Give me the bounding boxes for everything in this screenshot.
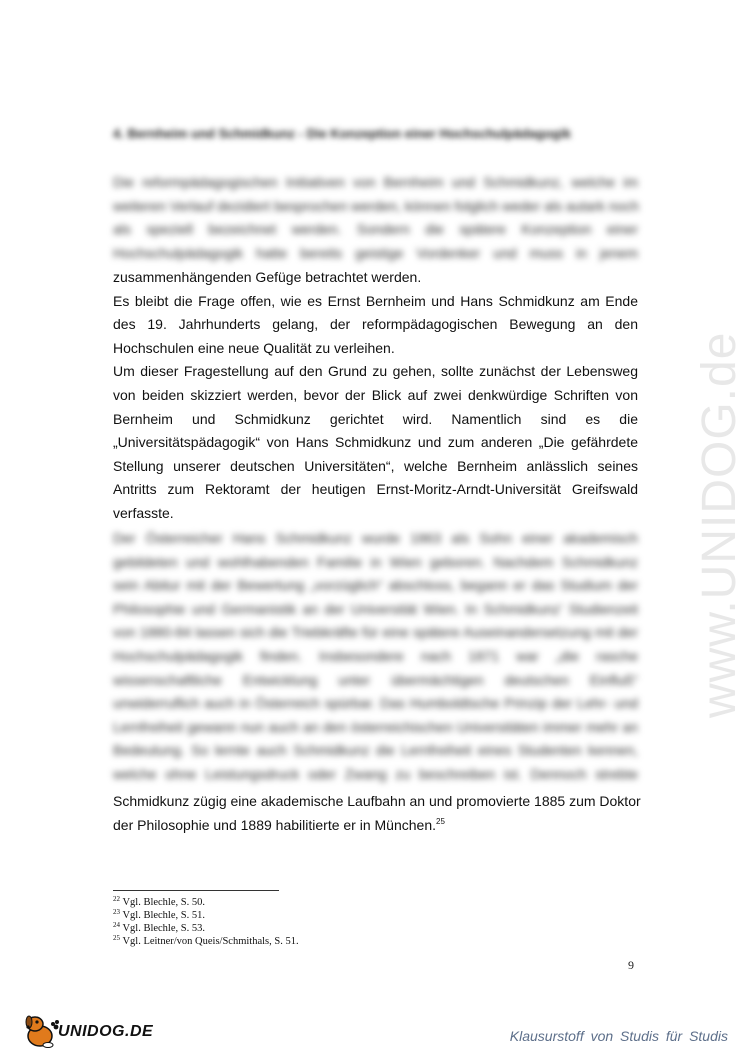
blurred-line: von 1880-84 lassen sich die Triebkräfte für eine spätere Auseinandersetzung mit der	[113, 624, 638, 641]
blurred-paragraph-1	[113, 171, 638, 265]
footnote-text: Vgl. Blechle, S. 53.	[122, 923, 205, 934]
text-line: Antritts zum Rektoramt der heutigen Ernst-Moritz-Arndt-Universität Greifswald	[113, 481, 638, 498]
text-line: Bernheim und Schmidkunz gerichtet wird. Namentlich sind es die	[113, 410, 638, 427]
footer-tagline: Klausurstoff von Studis für Studis	[509, 1028, 728, 1044]
visible-paragraphs-1	[113, 266, 638, 526]
footnote-text: Vgl. Blechle, S. 50.	[122, 897, 205, 908]
footnote-text: Vgl. Leitner/von Queis/Schmithals, S. 51.	[122, 936, 299, 947]
footnote-reference[interactable]: 25	[436, 816, 445, 826]
blurred-paragraph-2	[113, 527, 638, 787]
footnote-text: Vgl. Blechle, S. 51.	[122, 910, 205, 921]
blurred-line: weiteren Verlauf dezidiert besprochen werden, können folglich weder als autark noch	[113, 197, 640, 214]
text-line	[113, 814, 638, 838]
footnote-number: 22	[113, 895, 120, 903]
text-line: zusammenhängenden Gefüge betrachtet werden.	[113, 269, 422, 285]
blurred-line: wissenschaftliche Entwicklung unter übermächtigen deutschen Einfluß“	[113, 671, 638, 688]
footnote-divider	[113, 890, 279, 891]
text-line: des 19. Jahrhunderts gelang, der reformpädagogischen Bewegung an den	[113, 316, 638, 333]
footnote	[113, 909, 299, 922]
text-line: Schmidkunz zügig eine akademische Laufbahn an und promovierte 1885 zum Doktor	[113, 793, 641, 809]
visible-paragraphs-2	[113, 790, 641, 837]
text-line: Um dieser Fragestellung auf den Grund zu gehen, sollte zunächst der Lebensweg	[113, 363, 638, 380]
blurred-line: Hochschulpädagogik finden. Insbesondere nach 1871 war „die rasche	[113, 647, 638, 664]
text-line: Hochschulen eine neue Qualität zu verleihen.	[113, 339, 395, 356]
text-line: Stellung unserer deutschen Universitäten“, welche Bernheim anlässlich seines	[113, 457, 638, 474]
footnote-number: 24	[113, 921, 120, 929]
blurred-line: Lernfreiheit gewann nun auch an den österreichischen Universitäten immer mehr an	[113, 718, 638, 735]
footnotes	[113, 896, 299, 948]
blurred-line: Bedeutung. So lernte auch Schmidkunz die Lernfreiheit eines Studenten kennen,	[113, 742, 638, 759]
blurred-line: Der Österreicher Hans Schmidkunz wurde 1863 als Sohn einer akademisch	[113, 530, 638, 546]
blurred-line: gebildeten und wohlhabenden Familie in Wien geboren. Nachdem Schmidkunz	[113, 553, 638, 570]
blurred-line: welche ohne Leistungsdruck oder Zwang zu beschreiben ist. Dennoch strebte	[113, 765, 638, 782]
text-line: Es bleibt die Frage offen, wie es Ernst Bernheim und Hans Schmidkunz am Ende	[113, 292, 638, 309]
footnote-number: 25	[113, 934, 120, 942]
text-line: „Universitätspädagogik“ von Hans Schmidkunz und zum anderen „Die gefährdete	[113, 434, 638, 451]
blurred-line: unwiderruflich auch in Österreich spürbar. Das Humboldtsche Prinzip der Lehr- und	[113, 695, 638, 712]
footnote-number: 23	[113, 908, 120, 916]
blurred-line: als speziell bezeichnet werden. Sondern die spätere Konzeption einer	[113, 221, 638, 238]
page-number: 9	[628, 958, 634, 972]
text-line-content: der Philosophie und 1889 habilitierte er in München.	[113, 816, 436, 833]
watermark-text: www.UNIDOG.de	[693, 331, 746, 718]
section-heading: 4. Bernheim und Schmidkunz - Die Konzeption einer Hochschulpädagogik	[113, 126, 571, 141]
footnote	[113, 935, 299, 948]
blurred-line: Hochschulpädagogik hatte bereits geistige Vordenker und muss in jenem	[113, 244, 638, 261]
text-line: verfasste.	[113, 504, 174, 521]
text-line: von beiden skizziert werden, bevor der Blick auf zwei denkwürdige Schriften von	[113, 386, 638, 403]
blurred-line: Die reformpädagogischen Initiativen von Bernheim und Schmidkunz, welche im	[113, 174, 638, 190]
footnote	[113, 922, 299, 935]
blurred-line: Philosophie und Germanistik an der Universität Wien. In Schmidkunz’ Studienzeit	[113, 600, 638, 617]
footnote	[113, 896, 299, 909]
blurred-line: sein Abitur mit der Bewertung „vorzüglich“ abschloss, begann er das Studium der	[113, 577, 638, 594]
logo-text[interactable]: UNIDOG.DE	[58, 1023, 154, 1040]
